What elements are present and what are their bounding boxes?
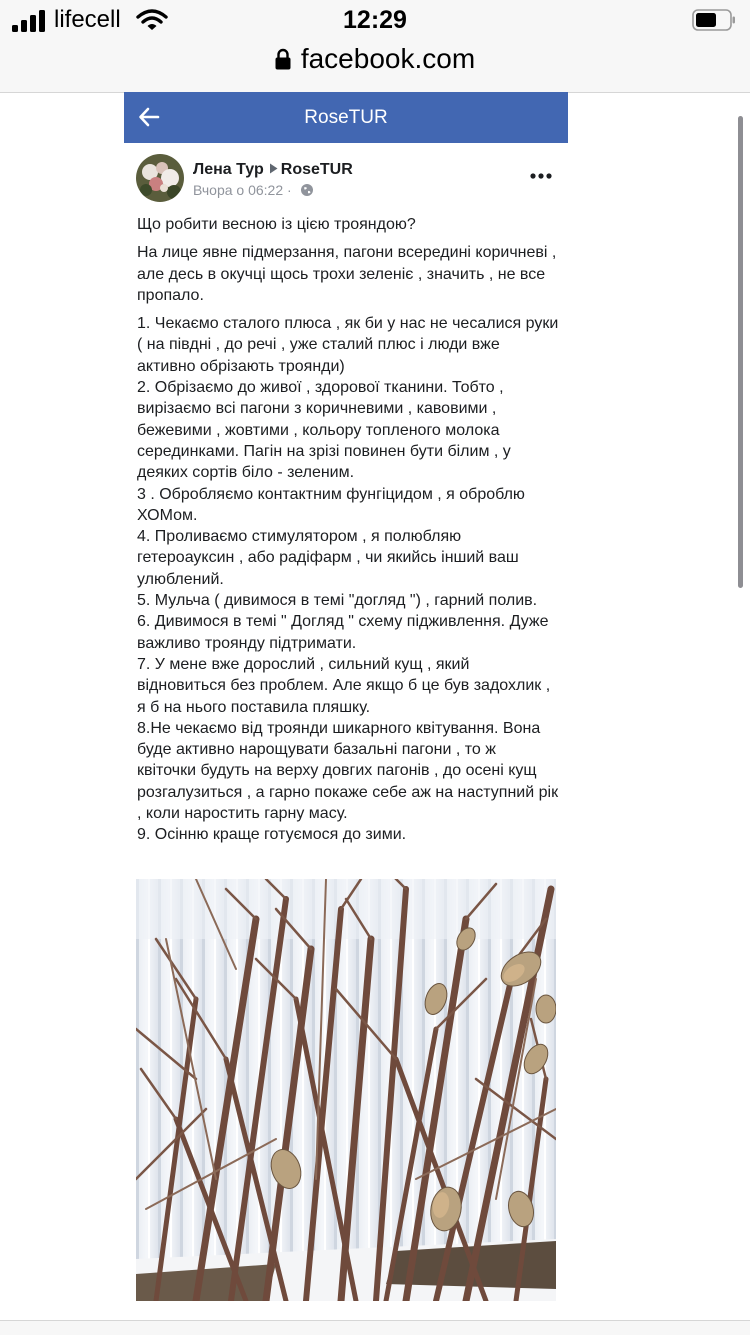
url-display[interactable]: [0, 43, 750, 75]
author-name[interactable]: Лена Тур: [193, 161, 264, 178]
post-paragraph: 1. Чекаємо сталого плюса , як би у нас не чесалися руки ( на півдні , до речі , уже сталий плюс і люди вже активно обрізають троянди) 2. Обрізаємо до живої , здорової тканини. Тобто , вирізаємо всі пагони з коричневими , кавовими , бежевими , жовтими , кольору топленого молока серединками. Пагін на зрізі повинен бути білим , у деяких сортів біло - зеленим. 3 . Обробляємо контактним фунгіцидом , я оброблю ХОМом. 4. Проливаємо стимулятором , я полюбляю гетероауксин , або радіфарм , чи якийсь інший ваш улюблений. 5. Мульча ( дивимося в темі "догляд ") , гарний полив. 6. Дивимося в темі " Догляд " схему підживлення. Дуже важливо троянду підтримати. 7. У мене вже дорослий , сильний кущ , який відновиться без проблем. Але якщо б це був задохлик , я б на нього поставила пляшку. 8.Не чекаємо від троянди шикарного квітування. Вона буде активно нарощувати базальні пагони , то ж квіточки будуть на верху довгих пагонів , до осені кущ розгалузиться , а гарно покаже себе аж на наступний рік , коли наростить гарну масу. 9. Осінню краще готуємося до зими.: [137, 315, 559, 844]
post-paragraph: На лице явне підмерзання, пагони всередині коричневі , але десь в окучці щось трохи зеленіє , значить , не все пропало.: [137, 244, 557, 304]
bottom-toolbar: [0, 1320, 750, 1335]
url-text: facebook.com: [300, 43, 476, 74]
group-name[interactable]: RoseTUR: [280, 161, 353, 178]
battery-icon: [692, 9, 736, 31]
address-bar[interactable]: [0, 40, 750, 93]
carrier-name: lifecell: [54, 6, 121, 33]
post-timestamp[interactable]: Вчора о 06:22: [193, 182, 284, 198]
post-text: [137, 214, 559, 846]
avatar[interactable]: [136, 154, 184, 202]
post-paragraph: Що робити весною із цією трояндою?: [137, 216, 416, 233]
page-header: [124, 92, 568, 143]
more-options-icon[interactable]: [530, 173, 552, 179]
page-title: RoseTUR: [304, 107, 388, 128]
avatar-image: [136, 154, 184, 202]
scrollbar[interactable]: [738, 116, 743, 588]
meta-separator: ·: [283, 182, 296, 198]
post-meta: [193, 182, 313, 198]
lock-icon: [275, 48, 291, 70]
globe-icon: [301, 184, 313, 196]
post: [124, 143, 568, 1301]
rose-bush-photo: [136, 879, 556, 1301]
status-bar: [0, 0, 750, 40]
clock: 12:29: [343, 6, 407, 34]
post-photo[interactable]: [136, 879, 556, 1301]
triangle-right-icon: [269, 163, 278, 174]
author-line: [193, 161, 353, 179]
